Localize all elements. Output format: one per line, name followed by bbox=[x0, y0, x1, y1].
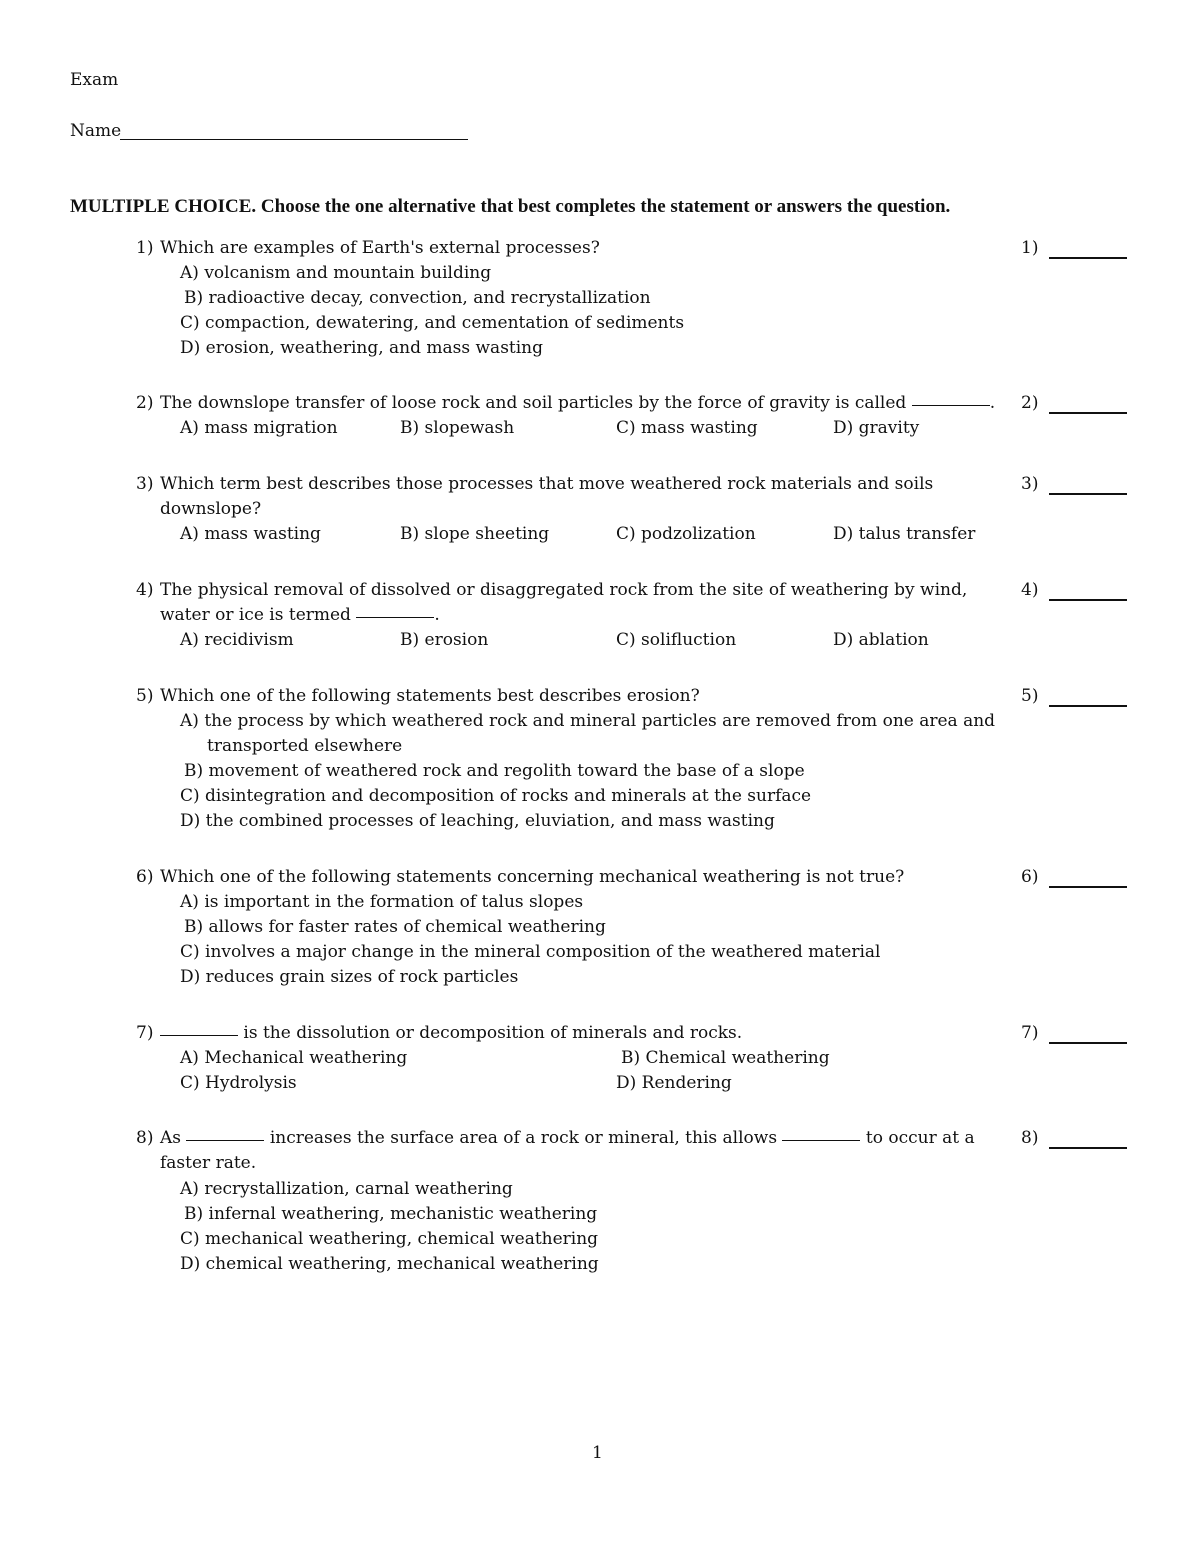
question-number: 6) bbox=[136, 867, 154, 887]
option-d[interactable]: D) reduces grain sizes of rock particles bbox=[180, 967, 519, 987]
fill-blank bbox=[356, 617, 434, 618]
option-d[interactable]: D) ablation bbox=[833, 630, 929, 650]
answer-number: 8) bbox=[1021, 1128, 1039, 1148]
option-c[interactable]: C) mechanical weathering, chemical weathering bbox=[180, 1229, 599, 1249]
exam-label: Exam bbox=[70, 70, 119, 90]
question-number: 1) bbox=[136, 238, 154, 258]
question-stem bbox=[160, 1130, 975, 1147]
fill-blank bbox=[160, 1035, 238, 1036]
question-stem: Which are examples of Earth's external processes? bbox=[160, 238, 600, 258]
option-c[interactable]: C) compaction, dewatering, and cementation of sediments bbox=[180, 313, 685, 333]
answer-blank[interactable] bbox=[1049, 886, 1127, 888]
question-stem: Which one of the following statements best describes erosion? bbox=[160, 686, 700, 706]
answer-number: 2) bbox=[1021, 393, 1039, 413]
stem-text: . bbox=[434, 605, 440, 625]
option-c[interactable]: C) Hydrolysis bbox=[180, 1073, 297, 1093]
stem-text: increases the surface area of a rock or mineral, this allows bbox=[269, 1128, 778, 1148]
option-a[interactable]: A) mass wasting bbox=[180, 524, 321, 544]
answer-number: 3) bbox=[1021, 474, 1039, 494]
option-a[interactable]: A) recidivism bbox=[180, 630, 294, 650]
stem-text: to occur at a bbox=[865, 1128, 975, 1148]
option-a-cont[interactable]: transported elsewhere bbox=[207, 736, 403, 756]
question-stem: Which one of the following statements concerning mechanical weathering is not true? bbox=[160, 867, 905, 887]
option-a[interactable]: A) recrystallization, carnal weathering bbox=[180, 1179, 513, 1199]
option-b[interactable]: B) slopewash bbox=[400, 418, 515, 438]
fill-blank bbox=[782, 1140, 860, 1141]
stem-text: As bbox=[160, 1128, 182, 1148]
page-number: 1 bbox=[592, 1443, 603, 1463]
answer-number: 5) bbox=[1021, 686, 1039, 706]
answer-blank[interactable] bbox=[1049, 412, 1127, 414]
option-c[interactable]: C) involves a major change in the mineral composition of the weathered material bbox=[180, 942, 881, 962]
question-number: 7) bbox=[136, 1023, 154, 1043]
question-stem-cont bbox=[160, 607, 440, 624]
question-stem-cont: downslope? bbox=[160, 499, 262, 519]
option-c[interactable]: C) disintegration and decomposition of rocks and minerals at the surface bbox=[180, 786, 812, 806]
question-stem bbox=[160, 1025, 742, 1042]
option-b[interactable]: B) Chemical weathering bbox=[621, 1048, 830, 1068]
option-d[interactable]: D) talus transfer bbox=[833, 524, 976, 544]
question-number: 4) bbox=[136, 580, 154, 600]
option-b[interactable]: B) movement of weathered rock and regolith toward the base of a slope bbox=[184, 761, 805, 781]
answer-number: 4) bbox=[1021, 580, 1039, 600]
question-stem bbox=[160, 395, 995, 412]
option-a[interactable]: A) the process by which weathered rock and mineral particles are removed from one area and bbox=[180, 711, 996, 731]
stem-text: The downslope transfer of loose rock and soil particles by the force of gravity is called bbox=[160, 393, 907, 413]
option-b[interactable]: B) infernal weathering, mechanistic weathering bbox=[184, 1204, 598, 1224]
option-b[interactable]: B) slope sheeting bbox=[400, 524, 550, 544]
name-label: Name bbox=[70, 121, 122, 141]
name-field[interactable] bbox=[120, 139, 468, 140]
option-b[interactable]: B) erosion bbox=[400, 630, 489, 650]
answer-number: 6) bbox=[1021, 867, 1039, 887]
option-d[interactable]: D) erosion, weathering, and mass wasting bbox=[180, 338, 544, 358]
answer-blank[interactable] bbox=[1049, 1042, 1127, 1044]
question-stem: The physical removal of dissolved or disaggregated rock from the site of weathering by wind, bbox=[160, 580, 968, 600]
option-d[interactable]: D) gravity bbox=[833, 418, 920, 438]
option-d[interactable]: D) chemical weathering, mechanical weathering bbox=[180, 1254, 599, 1274]
option-a[interactable]: A) is important in the formation of talus slopes bbox=[180, 892, 584, 912]
question-stem-cont: faster rate. bbox=[160, 1153, 257, 1173]
answer-blank[interactable] bbox=[1049, 1147, 1127, 1149]
answer-blank[interactable] bbox=[1049, 493, 1127, 495]
stem-text: . bbox=[989, 393, 996, 413]
option-c[interactable]: C) podzolization bbox=[616, 524, 756, 544]
question-number: 8) bbox=[136, 1128, 154, 1148]
answer-number: 7) bbox=[1021, 1023, 1039, 1043]
stem-text: is the dissolution or decomposition of minerals and rocks. bbox=[243, 1023, 743, 1043]
option-c[interactable]: C) solifluction bbox=[616, 630, 737, 650]
question-stem: Which term best describes those processes that move weathered rock materials and soils bbox=[160, 474, 934, 494]
option-a[interactable]: A) mass migration bbox=[180, 418, 338, 438]
answer-number: 1) bbox=[1021, 238, 1039, 258]
question-number: 2) bbox=[136, 393, 154, 413]
instructions: MULTIPLE CHOICE. Choose the one alternative that best completes the statement or answers the question. bbox=[70, 196, 951, 217]
option-c[interactable]: C) mass wasting bbox=[616, 418, 758, 438]
answer-blank[interactable] bbox=[1049, 257, 1127, 259]
fill-blank bbox=[186, 1140, 264, 1141]
question-number: 3) bbox=[136, 474, 154, 494]
fill-blank bbox=[912, 405, 990, 406]
option-a[interactable]: A) volcanism and mountain building bbox=[180, 263, 492, 283]
answer-blank[interactable] bbox=[1049, 599, 1127, 601]
stem-text: water or ice is termed bbox=[160, 605, 351, 625]
question-number: 5) bbox=[136, 686, 154, 706]
option-b[interactable]: B) allows for faster rates of chemical weathering bbox=[184, 917, 606, 937]
option-b[interactable]: B) radioactive decay, convection, and recrystallization bbox=[184, 288, 651, 308]
option-d[interactable]: D) the combined processes of leaching, eluviation, and mass wasting bbox=[180, 811, 775, 831]
option-a[interactable]: A) Mechanical weathering bbox=[180, 1048, 408, 1068]
answer-blank[interactable] bbox=[1049, 705, 1127, 707]
option-d[interactable]: D) Rendering bbox=[616, 1073, 732, 1093]
